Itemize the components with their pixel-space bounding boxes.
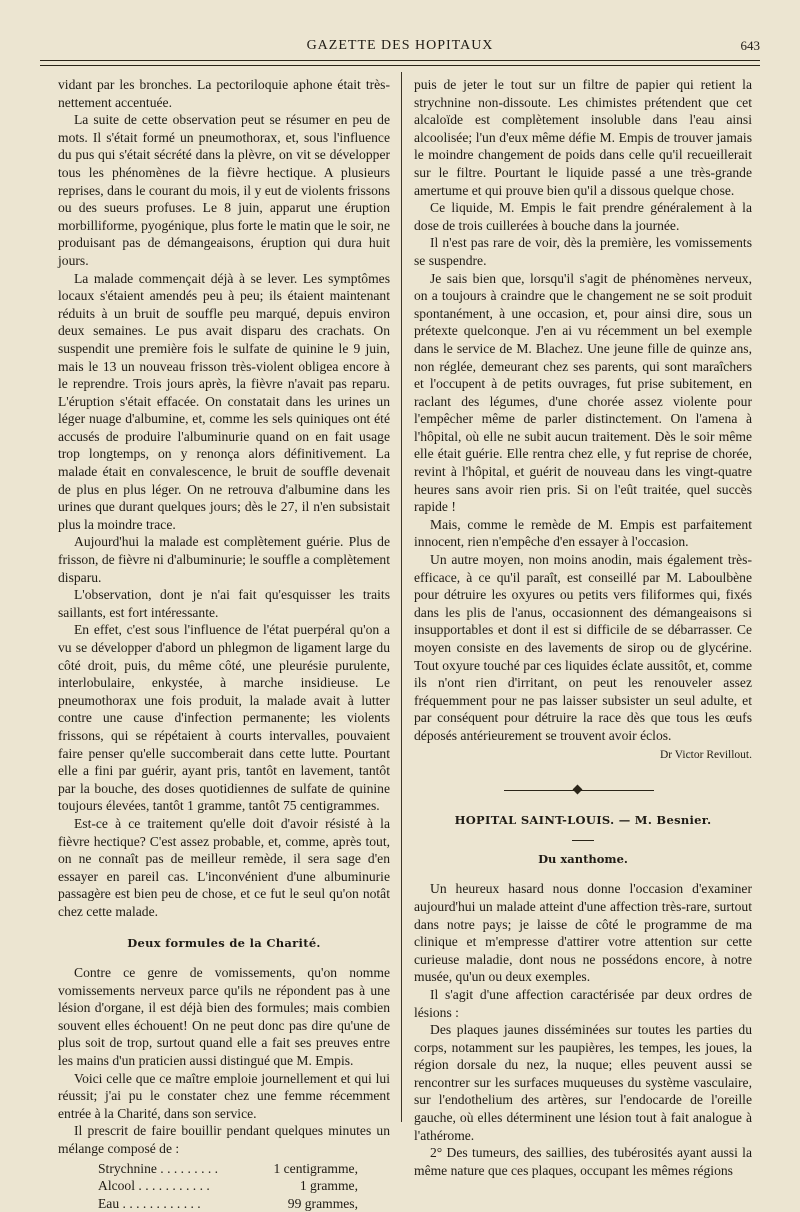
paragraph: Il n'est pas rare de voir, dès la première, les vomissements se suspendre. [414, 235, 752, 268]
ingredient-name: Strychnine . . . . . . . . . [98, 1160, 219, 1176]
hospital-title: HOPITAL SAINT-LOUIS. — M. Besnier. [454, 813, 712, 828]
paragraph: Aujourd'hui la malade est complètement guérie. Plus de frisson, de fièvre ni d'albuminurie; le souffle a complètement disparu. [58, 534, 390, 585]
ingredient-amount: 1 centigramme, [273, 1160, 358, 1176]
ingredient-name: Alcool . . . . . . . . . . . [98, 1178, 210, 1194]
column-divider [401, 72, 402, 1122]
paragraph: puis de jeter le tout sur un filtre de papier qui retient la strychnine non-dissoute. Les chimistes prétendent que cet alcaloïde est complètement insoluble dans l'eau ainsi alcoolisée; l'un d'eux même défie M. Empis de trouver jamais le moindre changement de poids dans celle qu'il recueillerait sur le filtre. Pourtant le liquide passé a une très-grande amertume et qui prouve bien qu'il a dissous quelque chose. [414, 77, 752, 198]
paragraph: Mais, comme le remède de M. Empis est parfaitement innocent, rien n'empêche d'en essayer à l'occasion. [414, 516, 752, 550]
paragraph: La malade commençait déjà à se lever. Les symptômes locaux s'étaient amendés peu à peu; ils étaient maintenant réduits à un bruit de souffle peu marqué, depuis environ deux semaines. Le pus avait disparu des crachats. On suspendit une première fois le sulfate de quinine le 9 juin, mais le 13 un nouveau frisson très-violent obligea encore à le reprendre. Trois jours après, la fièvre n'avait pas reparu. L'éruption s'était effacée. On constatait dans les urines un léger nuage d'albumine, et, comme les sels quiniques ont été accusés de produire l'albuminurie quand on en fait usage trop longtemps, on y renonça alors définitivement. La malade était en convalescence, le bruit de souffle devenait de plus en plus léger. On ne retrouva d'albumine dans les urines que durant quelques jours; dès le 27, il n'en subsistait plus la moindre trace. [58, 270, 390, 532]
right-column [414, 76, 752, 1179]
paragraph: Il s'agit d'une affection caractérisée par deux ordres de lésions : [414, 986, 752, 1020]
paragraph: La suite de cette observation peut se résumer en peu de mots. Il s'était formé un pneumothorax, et, sous l'influence du pus qui s'était sécrété dans la plèvre, on vit se développer tous les phénomènes de la fièvre hectique. A plusieurs reprises, dans le courant du mois, il y eut de violents frissons ou des sueurs profuses. Le 8 juin, apparut une éruption morbilliforme, pyogénique, plus forte le matin que le soir, ne produisant pas de démangeaisons, éruption qui dura huit jours. [58, 112, 390, 268]
header-rule-thin [40, 65, 760, 66]
ornament-diamond-icon [573, 785, 583, 795]
ingredient-amount: 99 grammes, [287, 1195, 358, 1211]
article-subtitle: Du xanthome. [538, 851, 628, 866]
paragraph: 2° Des tumeurs, des saillies, des tubérosités ayant aussi la même nature que ces plaques, occupant les mêmes régions [414, 1145, 752, 1178]
paragraph: Est-ce à ce traitement qu'elle doit d'avoir résisté à la fièvre hectique? C'est assez probable, et, comme, après tout, on ne connaît pas de meilleur remède, il sera sage d'en essayer en pareil cas. L'inconvénient d'une albuminurie passagère est bien peu de chose, et ce fut le seul qu'on notât chez cette malade. [58, 815, 390, 919]
page-header [40, 38, 760, 60]
paragraph: Des plaques jaunes disséminées sur toutes les parties du corps, notamment sur les paupières, les tempes, les joues, la région dorsale du nez, la nuque; elles peuvent aussi se rencontrer sur les surfaces muqueuses du système vasculaire, sur l'endothelium des artères, sur l'endocarde de l'oreille gauche, où elles déterminent une lésion tout à fait analogue à l'athérome. [414, 1022, 752, 1143]
paragraph: Je sais bien que, lorsqu'il s'agit de phénomènes nerveux, on a toujours à craindre que le changement ne se soit produit spontanément, à une occasion, et, pour ainsi dire, sous un prétexte quelconque. J'en ai vu récemment un bel exemple dans le service de M. Blachez. Une jeune fille de quinze ans, non réglée, demeurant chez ses parents, qui sont maraîchers et l'occupent à de petits ouvrages, fut prise subitement, en raclant des légumes, d'une chorée assez violente pour l'empêcher même de parler distinctement. On l'amena à l'hôpital, où elle ne subit aucun traitement. Dès le soir même elle était guérie. Elle rentra chez elle, y fut reprise de chorée, revint à l'hôpital, et guérit de nouveau dans les vingt-quatre heures sans avoir rien pris. Si on l'eût traitée, quel succès rapide ! [414, 270, 752, 515]
formula-table [98, 1160, 358, 1212]
formula-row [98, 1160, 358, 1178]
paragraph: Contre ce genre de vomissements, qu'on nomme vomissements nerveux parce qu'ils ne répondent pas à une lésion d'organe, il est déjà bien des formules; mais combien souvent elles échouent! On ne peut donc pas dire qu'une de plus soit de trop, surtout quand elle a fait ses preuves entre les mains d'un praticien aussi distingué que M. Empis. [58, 965, 390, 1069]
paragraph: L'observation, dont je n'ai fait qu'esquisser les traits saillants, est fort intéressante. [58, 587, 390, 620]
author-signature: Dr Victor Revillout. [659, 748, 752, 761]
paragraph: Voici celle que ce maître emploie journellement et qui lui réussit; j'ai pu le constater chez une femme récemment entrée à la Charité, dans son service. [58, 1070, 390, 1121]
paragraph: vidant par les bronches. La pectoriloquie aphone était très-nettement accentuée. [58, 77, 390, 110]
ornament-divider [414, 778, 752, 804]
section-title: Deux formules de la Charité. [127, 935, 321, 950]
ingredient-amount: 1 gramme, [299, 1178, 358, 1194]
formula-row [98, 1177, 358, 1195]
header-rule [40, 60, 760, 61]
paragraph: Un autre moyen, non moins anodin, mais également très-efficace, à ce qu'il paraît, est conseillé par M. Laboulbène pour détruire les oxyures ou petits vers filiformes qui, fixés dans les plis de l'anus, occasionnent des démangeaisons si insupportables et dont il est si difficile de se débarrasser. Ce moyen consiste en des lavements de sirop ou de glycérine. Tout oxyure touché par ces liquides éclate aussitôt, et, comme ils n'ont rien d'irritant, on peut les renouveler assez fréquemment pour ne pas laisser subsister un seul adulte, et par conséquent pour détruire la race dès que tous les œufs déposés antérieurement se trouvent avoir éclos. [414, 552, 752, 743]
title-rule [572, 840, 594, 841]
journal-title: GAZETTE DES HOPITAUX [306, 38, 494, 53]
paragraph: Un heureux hasard nous donne l'occasion d'examiner aujourd'hui un malade atteint d'une affection très-rare, surtout dans notre pays; je laisse de côté le programme de ma clinique et m'empresse d'attirer votre attention sur cette curieuse maladie, dont nous ne possédons encore, à notre musée, qu'un ou deux exemples. [414, 881, 752, 985]
paragraph: En effet, c'est sous l'influence de l'état puerpéral qu'on a vu se développer d'abord un phlegmon de ligament large du côté droit, puis, du même côté, une pleurésie purulente, interlobulaire, enkystée, à marche insidieuse. Le pneumothorax une fois produit, la malade avait à lutter contre une cause d'infection permanente; les violents frissons, qui se répétaient à courts intervalles, pouvaient faire penser qu'elle succomberait dans cette lutte. Pourtant elle a fini par guérir, ayant pris, tantôt en lavement, tantôt par la bouche, des doses quotidiennes de sulfate de quinine toujours élevées, tantôt 1 gramme, tantôt 75 centigrammes. [58, 622, 390, 814]
left-column [58, 76, 390, 1212]
formula-row [98, 1195, 358, 1212]
page-number: 643 [740, 38, 760, 53]
ingredient-name: Eau . . . . . . . . . . . . [98, 1195, 201, 1211]
paragraph: Il prescrit de faire bouillir pendant quelques minutes un mélange composé de : [58, 1123, 390, 1157]
paragraph: Ce liquide, M. Empis le fait prendre généralement à la dose de trois cuillerées à bouche dans la journée. [414, 200, 752, 233]
